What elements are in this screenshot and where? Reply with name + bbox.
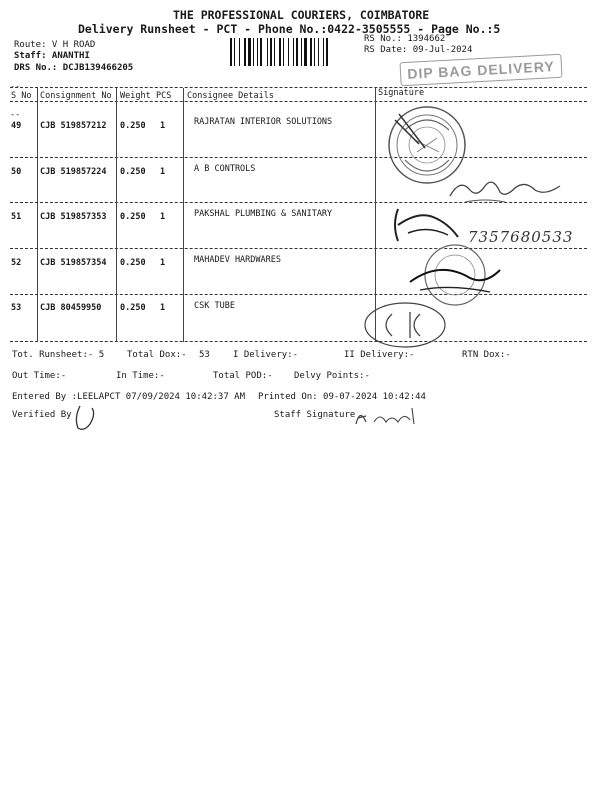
row-divider bbox=[10, 341, 587, 342]
col-consignee: Consignee Details bbox=[187, 91, 274, 101]
column-separator bbox=[116, 88, 117, 342]
col-consignment: Consignment No bbox=[40, 91, 112, 101]
row-sno: 51 bbox=[11, 212, 22, 222]
row-sno: 49 bbox=[11, 121, 22, 131]
col-sno: S No bbox=[11, 91, 32, 101]
divider bbox=[10, 87, 587, 88]
total-runsheet: Tot. Runsheet:- 5 bbox=[12, 350, 105, 360]
rs-date: RS Date: 09-Jul-2024 bbox=[364, 45, 473, 55]
handwritten-phone-number: 7357680533 bbox=[468, 228, 574, 246]
row-consignee: MAHADEV HARDWARES bbox=[194, 255, 281, 265]
row-pcs: 1 bbox=[160, 258, 166, 268]
total-pod: Total POD:- bbox=[213, 371, 273, 381]
row-consignment: CJB 519857224 bbox=[40, 167, 107, 177]
barcode-bar bbox=[326, 38, 328, 66]
company-title: THE PROFESSIONAL COURIERS, COIMBATORE bbox=[173, 8, 430, 22]
staff-signature bbox=[352, 402, 432, 430]
barcode-bar bbox=[279, 38, 281, 66]
verifier-signature bbox=[70, 402, 100, 434]
barcode-bar bbox=[270, 38, 272, 66]
row-sno: 50 bbox=[11, 167, 22, 177]
runsheet-title: Delivery Runsheet - PCT - Phone No.:0422-3505555 - Page No.:5 bbox=[78, 22, 501, 36]
row-consignee: RAJRATAN INTERIOR SOLUTIONS bbox=[194, 117, 333, 127]
row-weight: 0.250 bbox=[120, 121, 146, 131]
col-pcs: PCS bbox=[156, 91, 172, 101]
barcode-bar bbox=[239, 38, 240, 66]
row-sno: 52 bbox=[11, 258, 22, 268]
col-weight: Weight bbox=[120, 91, 151, 101]
row-pcs: 1 bbox=[160, 121, 166, 131]
row-pcs: 1 bbox=[160, 303, 166, 313]
drs-number: DRS No.: DCJB139466205 bbox=[14, 63, 134, 73]
barcode-bar bbox=[230, 38, 232, 66]
delivery-points: Delvy Points:- bbox=[294, 371, 370, 381]
i-delivery: I Delivery:- bbox=[233, 350, 299, 360]
row-mark: -- bbox=[10, 110, 21, 120]
row-weight: 0.250 bbox=[120, 212, 146, 222]
row-consignment: CJB 519857354 bbox=[40, 258, 107, 268]
row-consignee: PAKSHAL PLUMBING & SANITARY bbox=[194, 209, 333, 219]
barcode-bar bbox=[323, 38, 324, 66]
dip-bag-delivery-stamp: DIP BAG DELIVERY bbox=[399, 54, 562, 86]
rs-number: RS No.: 1394662 bbox=[364, 34, 446, 44]
barcode-bar bbox=[234, 38, 235, 66]
row-pcs: 1 bbox=[160, 212, 166, 222]
column-separator bbox=[183, 88, 184, 342]
header-mark: -- bbox=[10, 82, 21, 92]
barcode-bar bbox=[248, 38, 251, 66]
barcode-bar bbox=[283, 38, 284, 66]
barcode-bar bbox=[318, 38, 319, 66]
entered-by: Entered By :LEELAPCT 07/09/2024 10:42:37 AM bbox=[12, 392, 245, 402]
route-label: Route: V H ROAD bbox=[14, 40, 96, 50]
staff-label: Staff: ANANTHI bbox=[14, 51, 90, 61]
row-weight: 0.250 bbox=[120, 258, 146, 268]
row-consignment: CJB 519857212 bbox=[40, 121, 107, 131]
row-weight: 0.250 bbox=[120, 167, 146, 177]
handwritten-signature bbox=[445, 168, 575, 208]
in-time: In Time:- bbox=[116, 371, 165, 381]
barcode-bar bbox=[301, 38, 302, 66]
row-pcs: 1 bbox=[160, 167, 166, 177]
handwritten-initials bbox=[360, 300, 455, 350]
total-dox-value: 53 bbox=[199, 350, 210, 360]
ii-delivery: II Delivery:- bbox=[344, 350, 415, 360]
total-dox-label: Total Dox:- bbox=[127, 350, 187, 360]
barcode-bar bbox=[260, 38, 262, 66]
column-separator bbox=[37, 88, 38, 342]
col-signature: Signature bbox=[378, 88, 425, 98]
barcode-bar bbox=[244, 38, 246, 66]
divider bbox=[10, 101, 587, 102]
barcode bbox=[230, 38, 355, 66]
barcode-bar bbox=[267, 38, 268, 66]
row-consignee: A B CONTROLS bbox=[194, 164, 256, 174]
barcode-bar bbox=[310, 38, 312, 66]
barcode-bar bbox=[274, 38, 275, 66]
printed-on: Printed On: 09-07-2024 10:42:44 bbox=[258, 392, 426, 402]
row-weight: 0.250 bbox=[120, 303, 146, 313]
rtn-dox: RTN Dox:- bbox=[462, 350, 511, 360]
barcode-bar bbox=[314, 38, 315, 66]
row-consignment: CJB 80459950 bbox=[40, 303, 102, 313]
barcode-bar bbox=[257, 38, 258, 66]
staff-signature-label: Staff Signature bbox=[274, 410, 356, 420]
row-divider bbox=[10, 157, 587, 158]
barcode-bar bbox=[293, 38, 294, 66]
barcode-bar bbox=[288, 38, 289, 66]
row-consignment: CJB 519857353 bbox=[40, 212, 107, 222]
barcode-bar bbox=[296, 38, 298, 66]
barcode-bar bbox=[304, 38, 307, 66]
verified-by-label: Verified By bbox=[12, 410, 72, 420]
row-consignee: CSK TUBE bbox=[194, 301, 235, 311]
row-sno: 53 bbox=[11, 303, 22, 313]
out-time: Out Time:- bbox=[12, 371, 67, 381]
barcode-bar bbox=[253, 38, 254, 66]
